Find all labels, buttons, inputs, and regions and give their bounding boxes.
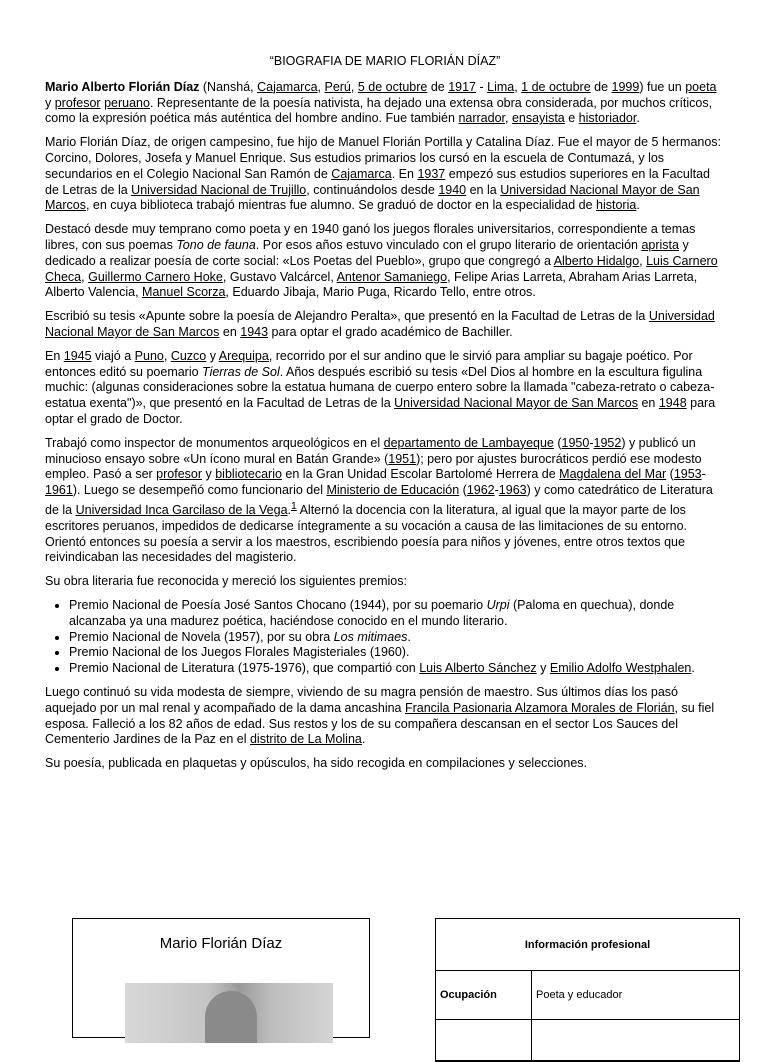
portrait-head-shape <box>205 991 257 1043</box>
subject-name: Mario Alberto Florián Díaz <box>45 79 200 94</box>
text: Alternó la docencia con la literatura, al igual que la mayor parte de los escritores peruanos, impedidos de dedicarse íntegramente a su vocación a causa de las limitaciones de su entorno. Orientó entonces su poesía a servir a los maestros, escribiendo poesía para niños y jóvenes, entre otros textos que reivindicaban las necesidades del magisterio. <box>45 503 688 565</box>
text: , <box>514 79 522 94</box>
link-5-october[interactable]: 5 de octubre <box>357 79 428 94</box>
link-1961[interactable]: 1961 <box>45 483 73 498</box>
link-peruano[interactable]: peruano <box>104 95 150 110</box>
link-1952[interactable]: 1952 <box>593 435 622 450</box>
text: , <box>317 79 325 94</box>
text: - <box>589 435 594 450</box>
link-unmsm[interactable]: Universidad Nacional Mayor de San Marcos <box>394 396 638 411</box>
text: y <box>206 348 219 363</box>
link-unmsm[interactable]: Universidad Nacional Mayor de San Marcos <box>45 182 700 213</box>
link-guillermo-carnero-hoke[interactable]: Guillermo Carnero Hoke <box>88 269 223 284</box>
paragraph-travel <box>45 349 725 428</box>
text: en <box>638 396 659 411</box>
text: (Nanshá, <box>199 79 258 94</box>
list-item: • Premio Nacional de los Juegos Florales Magisteriales (1960). <box>69 645 725 661</box>
link-1937[interactable]: 1937 <box>417 166 446 181</box>
portrait-photo <box>125 983 333 1043</box>
link-peru[interactable]: Perú <box>324 79 351 94</box>
text: . <box>361 732 366 747</box>
text: . Representante de la poesía nativista, ha dejado una extensa obra considerada, por muchos críticos, como la expresión poética más auténtica del hombre andino. Fue también <box>45 95 713 126</box>
text: Premio Nacional de Literatura (1975-1976), que compartió con <box>69 661 420 676</box>
link-cuzco[interactable]: Cuzco <box>170 348 207 363</box>
link-poeta[interactable]: poeta <box>685 79 717 94</box>
link-bibliotecario[interactable]: bibliotecario <box>215 467 282 482</box>
text: y <box>202 467 216 482</box>
text: y <box>536 661 550 676</box>
text: , Eduardo Jibaja, Mario Puga, Ricardo Tello, entre otros. <box>225 285 536 300</box>
table-row <box>436 1020 739 1061</box>
text: (Paloma en quechua), donde alcanzaba ya una madurez poética, haciéndose conocido en el mundo literario. <box>69 598 675 628</box>
link-1951[interactable]: 1951 <box>388 451 417 466</box>
text: de <box>427 79 449 94</box>
text: . <box>636 111 640 126</box>
paragraph-work <box>45 436 725 567</box>
text: En <box>45 348 64 363</box>
text: . Años después escribió su tesis «Del Dios al hombre en la escultura figulina muchic: (algunas consideraciones sobre la estatua humana de cuerpo entero sobre la llamada "cabeza-retrato o cabeza-estatua exenta")», que presentó en la Facultad de Letras de la <box>45 364 715 411</box>
link-1963[interactable]: 1963 <box>498 483 527 498</box>
link-1999[interactable]: 1999 <box>611 79 640 94</box>
row-key <box>436 1020 532 1060</box>
link-1-october[interactable]: 1 de octubre <box>521 79 591 94</box>
link-aprista[interactable]: aprista <box>641 237 679 252</box>
infobox-portrait <box>72 918 370 1038</box>
document-body <box>45 50 725 780</box>
text: . En <box>391 166 418 181</box>
paragraph-thesis <box>45 309 725 341</box>
link-francila[interactable]: Francila Pasionaria Alzamora Morales de Florián <box>404 700 675 715</box>
text: Mario Florián Díaz, de origen campesino, fue hijo de Manuel Florián Portilla y Catalina Díaz. Fue el mayor de 5 hermanos: Corcino, Dolores, Josefa y Manuel Enrique. Sus estudios primarios los cursó en la escuela de Contumazá, y los secundarios en el Colegio Nacional San Ramón de <box>45 135 722 181</box>
text: en la Gran Unidad Escolar Bartolomé Herrera de <box>281 467 560 482</box>
text: e <box>564 111 579 126</box>
text: ( <box>459 483 467 498</box>
link-unmsm[interactable]: Universidad Nacional Mayor de San Marcos <box>45 309 715 339</box>
link-antenor-samaniego[interactable]: Antenor Samaniego <box>336 269 448 284</box>
text: , en cuya biblioteca trabajó mientras fue alumno. Se graduó de doctor en la especialidad de <box>85 198 597 213</box>
text: , Gustavo Valcárcel, <box>222 269 337 284</box>
paragraph-origin <box>45 135 725 214</box>
row-value <box>532 1020 739 1060</box>
list-item <box>69 661 725 677</box>
italic-title: Tono de fauna <box>176 237 256 252</box>
text: viajó a <box>91 348 135 363</box>
text: Escribió su tesis «Apunte sobre la poesía de Alejandro Peralta», que presentó en la Facultad de Letras de la <box>45 309 649 324</box>
list-item <box>69 630 725 646</box>
text: , continuándolos desde <box>306 182 439 197</box>
awards-list <box>45 598 725 677</box>
paragraph-poetry: Su poesía, publicada en plaquetas y opúsculos, ha sido recogida en compilaciones y selecciones. <box>45 756 588 771</box>
text: y <box>45 95 55 110</box>
text: . <box>287 503 292 518</box>
row-value: Poeta y educador <box>536 989 623 1001</box>
text: , Felipe Arias Larreta, Abraham Arias Larreta, Alberto Valencia, <box>45 269 698 300</box>
row-key: Ocupación <box>436 971 532 1019</box>
text: Luego continuó su vida modesta de siempre, viviendo de su magra pensión de maestro. Sus últimos días los pasó aquejado por un mal renal y acompañado de la dama ancashina <box>45 685 679 715</box>
text: ). Luego se desempeñó como funcionario del <box>72 483 327 498</box>
text: ( <box>553 435 562 450</box>
link-la-molina[interactable]: distrito de La Molina <box>249 732 362 747</box>
text: , <box>505 111 512 126</box>
text: , <box>639 253 647 268</box>
text: , su fiel esposa. Falleció a los 82 años de edad. Sus restos y los de su compañera descansan en el sector Los Sauces del Cementerio Jardines de la Paz en el <box>45 700 715 747</box>
italic-title: Los mitimaes <box>333 629 408 644</box>
paragraph-intro <box>45 80 725 127</box>
link-unt[interactable]: Universidad Nacional de Trujillo <box>131 182 307 197</box>
text: y dedicado a realizar poesía de corte social: «Los Poetas del Pueblo», grupo que congregó a <box>45 237 689 268</box>
link-cajamarca[interactable]: Cajamarca <box>331 166 392 181</box>
text: . <box>636 198 640 213</box>
link-lambayeque[interactable]: departamento de Lambayeque <box>383 435 554 450</box>
text: Premio Nacional de Novela (1957), por su obra <box>69 629 334 644</box>
link-profesor[interactable]: profesor <box>156 467 203 482</box>
link-ensayista[interactable]: ensayista <box>511 111 565 126</box>
link-1962[interactable]: 1962 <box>466 483 495 498</box>
text: ) y publicó un minucioso ensayo sobre «Un ícono mural en Batán Grande» ( <box>45 435 696 466</box>
text: , <box>163 348 171 363</box>
italic-title: Urpi <box>486 598 510 613</box>
text: para optar el grado académico de Bachiller. <box>268 324 513 339</box>
text: ) y como catedrático de Literatura de la <box>45 483 713 518</box>
text: de <box>590 79 612 94</box>
text: para optar el grado de Doctor. <box>45 396 716 426</box>
text: - <box>476 79 488 94</box>
text: empezó sus estudios superiores en la Facultad de Letras de la <box>45 166 710 197</box>
link-narrador[interactable]: narrador <box>458 111 505 126</box>
link-1945[interactable]: 1945 <box>63 348 92 363</box>
text: Destacó desde muy temprano como poeta y en 1940 ganó los juegos florales universitarios, correspondiente a temas libres, con sus poemas <box>45 222 696 252</box>
link-lima[interactable]: Lima <box>487 79 515 94</box>
text: ( <box>666 467 674 482</box>
link-1948[interactable]: 1948 <box>658 396 687 411</box>
link-luis-carnero-checa[interactable]: Luis Carnero Checa <box>45 253 718 284</box>
link-magdalena-del-mar[interactable]: Magdalena del Mar <box>559 467 667 482</box>
link-cajamarca[interactable]: Cajamarca <box>257 79 318 94</box>
list-item <box>69 598 725 630</box>
link-manuel-scorza[interactable]: Manuel Scorza <box>142 285 226 300</box>
link-1950[interactable]: 1950 <box>561 435 590 450</box>
infobox-professional <box>435 918 740 1062</box>
paragraph-later-life <box>45 685 725 748</box>
link-1917[interactable]: 1917 <box>448 79 477 94</box>
link-profesor[interactable]: profesor <box>54 95 101 110</box>
infobox-title: Mario Florián Díaz <box>159 935 283 952</box>
text: , recorrido por el sur andino que le sirvió para ampliar su bagaje poético. Por entonces editó su poemario <box>45 348 693 379</box>
text: - <box>701 467 706 482</box>
link-1940[interactable]: 1940 <box>438 182 467 197</box>
link-arequipa[interactable]: Arequipa <box>218 348 269 363</box>
text: Premio Nacional de Poesía José Santos Chocano (1944), por su poemario <box>69 598 487 613</box>
text: . <box>407 629 411 644</box>
link-emilio-adolfo-westphalen[interactable]: Emilio Adolfo Westphalen <box>549 661 692 676</box>
link-ministerio-educacion[interactable]: Ministerio de Educación <box>326 483 460 498</box>
footnote-link[interactable]: 1 <box>291 500 297 512</box>
link-historiador[interactable]: historiador <box>578 111 637 126</box>
link-historia[interactable]: historia <box>596 198 637 213</box>
text: ) fue un <box>639 79 686 94</box>
text: , <box>81 269 89 284</box>
text: Trabajó como inspector de monumentos arqueológicos en el <box>45 435 384 450</box>
link-luis-alberto-sanchez[interactable]: Luis Alberto Sánchez <box>419 661 537 676</box>
document-title: “BIOGRAFIA DE MARIO FLORIÁN DÍAZ” <box>269 54 501 68</box>
link-puno[interactable]: Puno <box>134 348 164 363</box>
text: en <box>219 324 241 339</box>
text: ); pero por ajustes burocráticos perdió ese modesto empleo. Pasó a ser <box>45 451 702 482</box>
text: . Por esos años estuvo vinculado con el grupo literario de orientación <box>255 237 642 252</box>
link-1953[interactable]: 1953 <box>673 467 702 482</box>
infobox-header: Información profesional <box>436 919 739 971</box>
link-alberto-hidalgo[interactable]: Alberto Hidalgo <box>553 253 640 268</box>
italic-title: Tierras de Sol <box>202 364 280 379</box>
text: en la <box>466 182 501 197</box>
paragraph-awards-intro: Su obra literaria fue reconocida y mereció los siguientes premios: <box>45 574 407 589</box>
paragraph-early-career <box>45 222 725 301</box>
table-row <box>436 971 739 1020</box>
text: - <box>494 483 499 498</box>
link-1943[interactable]: 1943 <box>240 324 269 339</box>
text: . <box>691 661 695 676</box>
text: , <box>350 79 358 94</box>
link-universidad-inca-garcilaso[interactable]: Universidad Inca Garcilaso de la Vega <box>75 503 288 518</box>
